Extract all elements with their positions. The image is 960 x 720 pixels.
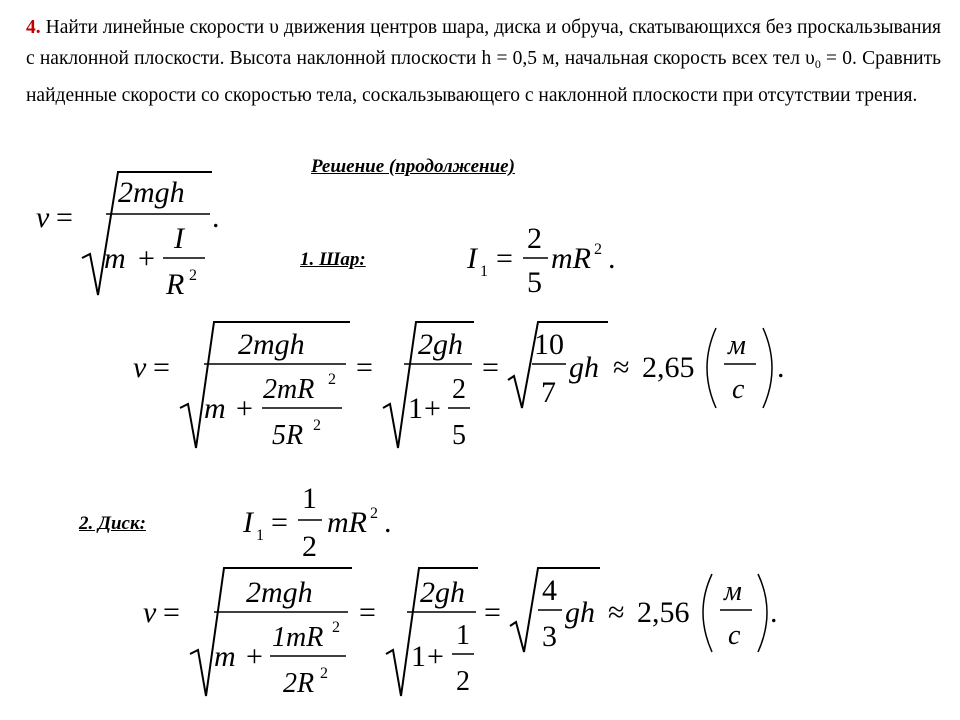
general-formula — [36, 172, 220, 301]
problem-text-part4: = 0. Сравнить найденные скорости со скоростью тела, соскальзывающего с наклонной плоскости при отсутствии трения. — [26, 48, 942, 106]
di-eq: = — [271, 506, 288, 539]
dv-rparen — [758, 574, 767, 652]
height-value: h = 0,5 м, — [481, 48, 560, 69]
bv-approx: ≈ — [613, 351, 630, 384]
problem-text-part1: Найти линейные скорости — [45, 17, 265, 38]
bi-rest: mR — [551, 242, 591, 275]
dv-unit-den: с — [728, 620, 741, 651]
bv-unit-num: м — [728, 330, 746, 361]
di-rest: mR — [327, 506, 367, 539]
bv-inner-num-exp: 2 — [328, 371, 336, 388]
dv-lhs: v — [143, 596, 157, 629]
bv-den-plus: + — [236, 392, 253, 425]
dv-den2-fden: 2 — [456, 666, 470, 697]
bi-frac-den: 5 — [527, 266, 542, 299]
initial-velocity-subscript: 0 — [814, 57, 821, 71]
bi-I-sub: 1 — [480, 263, 488, 280]
bv-tail: . — [777, 351, 785, 384]
dv-num2: 2gh — [420, 576, 465, 609]
gf-den-m: m — [104, 242, 126, 275]
dv-inner-den-exp: 2 — [320, 665, 328, 682]
gf-den-R: R — [166, 268, 185, 301]
gf-eq: = — [56, 201, 73, 234]
bv-den2-one: 1 — [408, 392, 423, 425]
bi-tail: . — [608, 242, 616, 275]
gf-den-R-exp: 2 — [189, 267, 197, 284]
bv-rparen — [763, 328, 772, 408]
bi-frac-num: 2 — [527, 222, 542, 255]
bv-den2-fnum: 2 — [452, 374, 466, 405]
bv-num2: 2gh — [418, 328, 463, 361]
di-tail: . — [384, 506, 392, 539]
dv-eq1: = — [163, 596, 180, 629]
initial-velocity-symbol: υ — [805, 48, 815, 69]
dv-inner-den: 2R — [283, 668, 315, 699]
bv-eq1: = — [153, 351, 170, 384]
dv-den-m: m — [214, 640, 236, 673]
dv-num1: 2mgh — [246, 576, 313, 609]
problem-text-part3: начальная скорость всех тел — [564, 48, 800, 69]
problem-text-part2: движения центров шара, диска и обруча, скатывающихся без проскальзывания с наклонной плоскости. Высота наклонной плоскости — [26, 17, 941, 69]
bv-inner-num: 2mR — [263, 374, 315, 405]
disk-label: 2. Диск: — [79, 513, 146, 534]
bv-unit-den: с — [732, 374, 745, 405]
bv-inner-den: 5R — [272, 420, 304, 451]
velocity-symbol: υ — [269, 17, 279, 38]
di-I: I — [243, 506, 253, 539]
solution-heading: Решение (продолжение) — [311, 156, 515, 177]
bv-lhs: v — [133, 351, 147, 384]
bv-result: 2,65 — [642, 351, 695, 384]
dv-inner-num-exp: 2 — [332, 619, 340, 636]
ball-inertia — [466, 222, 616, 299]
bv-num1: 2mgh — [238, 328, 305, 361]
bv-frac3-den: 7 — [541, 376, 556, 409]
dv-result: 2,56 — [637, 596, 690, 629]
bv-inner-den-exp: 2 — [313, 417, 321, 434]
bv-frac3-num: 10 — [534, 328, 564, 361]
dv-den2-plus: + — [427, 640, 444, 673]
bi-exp: 2 — [594, 241, 602, 258]
dv-unit-num: м — [724, 576, 742, 607]
bv-lparen — [707, 328, 716, 408]
disk-velocity — [143, 568, 778, 699]
gf-den-I: I — [174, 222, 184, 255]
di-exp: 2 — [370, 505, 378, 522]
ball-label: 1. Шар: — [300, 249, 366, 270]
bv-frac3-rest: gh — [569, 351, 599, 384]
bv-eq3: = — [482, 351, 499, 384]
ball-velocity — [133, 322, 785, 451]
dv-tail: . — [770, 596, 778, 629]
dv-den2-fnum: 1 — [456, 620, 470, 651]
dv-frac3-num: 4 — [542, 574, 557, 607]
bi-I: I — [467, 242, 477, 275]
dv-eq2: = — [359, 596, 376, 629]
dv-approx: ≈ — [608, 596, 625, 629]
gf-lhs: v — [36, 201, 50, 234]
dv-den2-one: 1 — [411, 640, 426, 673]
bv-den2-fden: 5 — [452, 420, 466, 451]
gf-num: 2mgh — [118, 176, 185, 209]
dv-den-plus: + — [246, 640, 263, 673]
gf-tail: . — [212, 201, 220, 234]
bv-eq2: = — [356, 351, 373, 384]
dv-lparen — [703, 574, 712, 652]
dv-eq3: = — [484, 596, 501, 629]
bi-eq: = — [496, 242, 513, 275]
dv-frac3-rest: gh — [565, 596, 595, 629]
disk-inertia — [242, 482, 392, 563]
di-frac-den: 2 — [302, 530, 317, 563]
bv-den2-plus: + — [424, 392, 441, 425]
bv-den-m: m — [204, 392, 226, 425]
gf-den-plus: + — [138, 242, 155, 275]
dv-inner-num: 1mR — [272, 622, 324, 653]
di-frac-num: 1 — [302, 482, 317, 515]
dv-frac3-den: 3 — [542, 620, 557, 653]
di-I-sub: 1 — [256, 527, 264, 544]
problem-number: 4. — [26, 17, 41, 38]
